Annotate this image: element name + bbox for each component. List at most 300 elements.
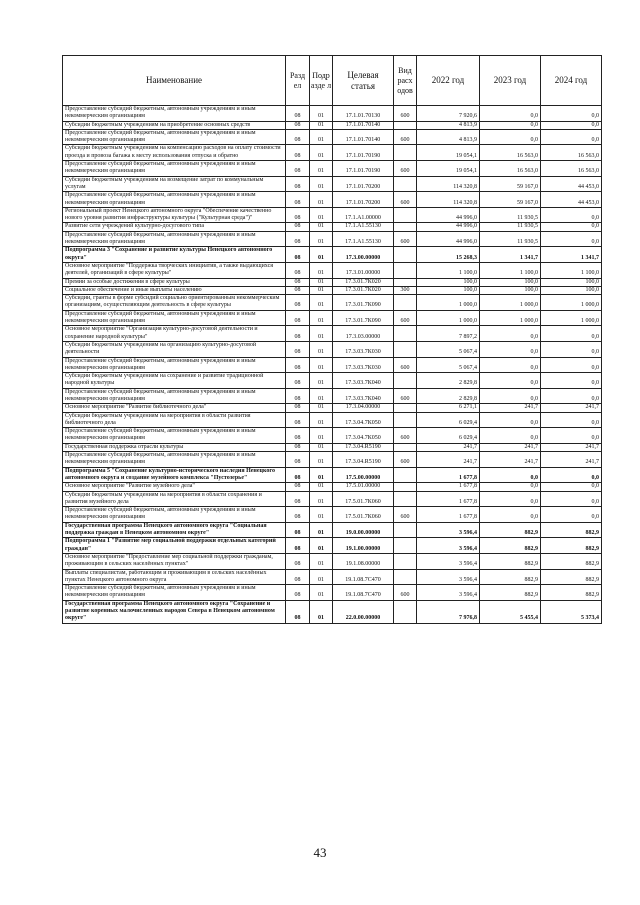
cell-target: 19.1.08.00000 — [333, 553, 394, 569]
cell-razdel: 08 — [286, 467, 310, 483]
cell-2023: 241,7 — [480, 452, 541, 468]
cell-name: Предоставление субсидий бюджетным, автономным учреждениям и иным некоммерческим организациям — [63, 106, 286, 122]
table-row — [63, 231, 602, 247]
table-row — [63, 161, 602, 177]
cell-2022: 2 829,8 — [417, 388, 480, 404]
table-body — [63, 106, 602, 624]
cell-vid — [394, 326, 417, 342]
cell-2023: 241,7 — [480, 404, 541, 412]
cell-2024: 0,0 — [541, 373, 602, 389]
cell-2023: 11 930,5 — [480, 231, 541, 247]
table-row — [63, 388, 602, 404]
cell-razdel: 08 — [286, 176, 310, 192]
cell-name: Основное мероприятие "Развитие музейного дела" — [63, 483, 286, 491]
cell-target: 17.3.04.R5190 — [333, 443, 394, 451]
header-2022: 2022 год — [417, 56, 480, 106]
cell-2024: 1 100,0 — [541, 262, 602, 278]
cell-target: 17.5.00.00000 — [333, 467, 394, 483]
cell-2023: 882,9 — [480, 538, 541, 554]
cell-podrazdel: 01 — [310, 106, 333, 122]
cell-2022: 100,0 — [417, 286, 480, 294]
budget-table — [62, 55, 602, 624]
cell-2022: 6 029,4 — [417, 412, 480, 428]
cell-vid — [394, 121, 417, 129]
cell-podrazdel: 01 — [310, 483, 333, 491]
cell-2023: 0,0 — [480, 373, 541, 389]
cell-name: Основное мероприятие "Предоставление мер социальной поддержки гражданам, проживающим в сельских населённых пунктах" — [63, 553, 286, 569]
cell-2024: 882,9 — [541, 522, 602, 538]
cell-2022: 7 920,6 — [417, 106, 480, 122]
cell-2023: 5 455,4 — [480, 600, 541, 623]
cell-name: Выплаты специалистам, работающим и проживающим в сельских населённых пунктах Ненецкого автономного округа — [63, 569, 286, 585]
cell-vid — [394, 262, 417, 278]
cell-razdel: 08 — [286, 161, 310, 177]
cell-2024: 0,0 — [541, 207, 602, 223]
cell-razdel: 08 — [286, 341, 310, 357]
cell-target: 17.3.00.00000 — [333, 247, 394, 263]
cell-podrazdel: 01 — [310, 507, 333, 523]
cell-razdel: 08 — [286, 286, 310, 294]
cell-vid — [394, 467, 417, 483]
table-row — [63, 106, 602, 122]
cell-razdel: 08 — [286, 585, 310, 601]
table-row — [63, 522, 602, 538]
cell-target: 17.1.01.70130 — [333, 106, 394, 122]
cell-podrazdel: 01 — [310, 295, 333, 311]
table-row — [63, 452, 602, 468]
cell-2022: 114 320,8 — [417, 192, 480, 208]
cell-podrazdel: 01 — [310, 341, 333, 357]
cell-2022: 1 677,8 — [417, 483, 480, 491]
cell-2022: 44 996,0 — [417, 223, 480, 231]
cell-2024: 1 000,0 — [541, 310, 602, 326]
cell-vid: 600 — [394, 428, 417, 444]
cell-vid — [394, 145, 417, 161]
cell-2024: 100,0 — [541, 278, 602, 286]
cell-podrazdel: 01 — [310, 388, 333, 404]
cell-podrazdel: 01 — [310, 452, 333, 468]
cell-vid: 600 — [394, 231, 417, 247]
table-row — [63, 412, 602, 428]
table-row — [63, 373, 602, 389]
cell-2022: 15 268,3 — [417, 247, 480, 263]
cell-vid: 600 — [394, 106, 417, 122]
cell-2023: 882,9 — [480, 585, 541, 601]
cell-2024: 882,9 — [541, 569, 602, 585]
header-target: Целевая статья — [333, 56, 394, 106]
cell-2022: 3 596,4 — [417, 522, 480, 538]
cell-podrazdel: 01 — [310, 357, 333, 373]
cell-2023: 0,0 — [480, 483, 541, 491]
cell-vid — [394, 538, 417, 554]
cell-2024: 5 373,4 — [541, 600, 602, 623]
cell-razdel: 08 — [286, 388, 310, 404]
cell-2024: 0,0 — [541, 467, 602, 483]
cell-vid: 600 — [394, 161, 417, 177]
cell-2024: 0,0 — [541, 326, 602, 342]
cell-razdel: 08 — [286, 452, 310, 468]
cell-vid — [394, 522, 417, 538]
cell-vid: 600 — [394, 357, 417, 373]
cell-2024: 241,7 — [541, 404, 602, 412]
cell-target: 19.1.08.7С470 — [333, 585, 394, 601]
cell-2022: 44 996,0 — [417, 231, 480, 247]
cell-razdel: 08 — [286, 145, 310, 161]
cell-vid — [394, 247, 417, 263]
table-row — [63, 295, 602, 311]
table-row — [63, 145, 602, 161]
table-row — [63, 129, 602, 145]
table-row — [63, 483, 602, 491]
cell-name: Основное мероприятие "Поддержка творческих инициатив, а также выдающихся деятелей, организаций в сфере культуры" — [63, 262, 286, 278]
cell-name: Предоставление субсидий бюджетным, автономным учреждениям и иным некоммерческим организациям — [63, 231, 286, 247]
cell-2024: 16 563,0 — [541, 161, 602, 177]
cell-name: Субсидии бюджетным учреждениям на сохранение и развитие традиционной народной культуры — [63, 373, 286, 389]
cell-name: Социальное обеспечение и иные выплаты населению — [63, 286, 286, 294]
cell-target: 19.0.00.00000 — [333, 522, 394, 538]
cell-vid: 600 — [394, 192, 417, 208]
table-row — [63, 443, 602, 451]
cell-target: 17.1.А1.55130 — [333, 231, 394, 247]
cell-podrazdel: 01 — [310, 553, 333, 569]
cell-name: Государственная программа Ненецкого автономного округа "Сохранение и развитие коренных малочисленных народов Севера в Ненецком автономном округе" — [63, 600, 286, 623]
cell-2022: 1 000,0 — [417, 310, 480, 326]
cell-podrazdel: 01 — [310, 326, 333, 342]
cell-2022: 241,7 — [417, 452, 480, 468]
cell-target: 19.1.08.7С470 — [333, 569, 394, 585]
cell-razdel: 08 — [286, 278, 310, 286]
cell-razdel: 08 — [286, 310, 310, 326]
cell-podrazdel: 01 — [310, 522, 333, 538]
cell-2022: 1 677,8 — [417, 507, 480, 523]
cell-razdel: 08 — [286, 491, 310, 507]
cell-vid: 600 — [394, 507, 417, 523]
cell-name: Субсидии бюджетным учреждениям на организацию культурно-досуговой деятельности — [63, 341, 286, 357]
cell-target: 17.1.01.70200 — [333, 176, 394, 192]
cell-2024: 882,9 — [541, 553, 602, 569]
cell-name: Предоставление субсидий бюджетным, автономным учреждениям и иным некоммерческим организациям — [63, 310, 286, 326]
cell-podrazdel: 01 — [310, 192, 333, 208]
cell-vid — [394, 295, 417, 311]
cell-name: Подпрограмма 1 "Развитие мер социальной поддержки отдельных категорий граждан" — [63, 538, 286, 554]
cell-podrazdel: 01 — [310, 428, 333, 444]
table-row — [63, 553, 602, 569]
cell-vid — [394, 443, 417, 451]
cell-target: 17.1.01.70140 — [333, 129, 394, 145]
cell-2023: 100,0 — [480, 278, 541, 286]
cell-vid — [394, 483, 417, 491]
cell-2023: 16 563,0 — [480, 145, 541, 161]
cell-2023: 0,0 — [480, 412, 541, 428]
cell-2023: 16 563,0 — [480, 161, 541, 177]
cell-podrazdel: 01 — [310, 121, 333, 129]
cell-name: Субсидии бюджетным учреждениям на приобретение основных средств — [63, 121, 286, 129]
cell-vid: 600 — [394, 310, 417, 326]
cell-2024: 0,0 — [541, 388, 602, 404]
cell-2022: 4 813,9 — [417, 121, 480, 129]
cell-target: 17.3.04.R5190 — [333, 452, 394, 468]
cell-2022: 3 596,4 — [417, 553, 480, 569]
cell-razdel: 08 — [286, 443, 310, 451]
cell-name: Субсидии бюджетным учреждениям на возмещение затрат по коммунальным услугам — [63, 176, 286, 192]
cell-name: Региональный проект Ненецкого автономного округа "Обеспечение качественно нового уровня развития инфраструктуры культуры ("Культурная среда")" — [63, 207, 286, 223]
cell-name: Предоставление субсидий бюджетным, автономным учреждениям и иным некоммерческим организациям — [63, 428, 286, 444]
cell-2023: 0,0 — [480, 326, 541, 342]
header-2024: 2024 год — [541, 56, 602, 106]
cell-2023: 0,0 — [480, 388, 541, 404]
cell-2022: 2 829,8 — [417, 373, 480, 389]
cell-2024: 1 341,7 — [541, 247, 602, 263]
cell-name: Подпрограмма 3 "Сохранение и развитие культуры Ненецкого автономного округа" — [63, 247, 286, 263]
cell-name: Предоставление субсидий бюджетным, автономным учреждениям и иным некоммерческим организациям — [63, 161, 286, 177]
cell-podrazdel: 01 — [310, 286, 333, 294]
cell-name: Подпрограмма 5 "Сохранение культурно-исторического наследия Ненецкого автономного округа и создание музейного комплекса "Пустозерье" — [63, 467, 286, 483]
cell-podrazdel: 01 — [310, 310, 333, 326]
table-row — [63, 207, 602, 223]
cell-2023: 882,9 — [480, 553, 541, 569]
cell-2024: 100,0 — [541, 286, 602, 294]
cell-razdel: 08 — [286, 522, 310, 538]
cell-podrazdel: 01 — [310, 585, 333, 601]
cell-vid — [394, 341, 417, 357]
cell-2024: 241,7 — [541, 452, 602, 468]
table-row — [63, 176, 602, 192]
cell-2023: 1 100,0 — [480, 262, 541, 278]
cell-2023: 0,0 — [480, 121, 541, 129]
header-razdel: Разд ел — [286, 56, 310, 106]
table-row — [63, 192, 602, 208]
cell-podrazdel: 01 — [310, 569, 333, 585]
cell-target: 17.1.А1.00000 — [333, 207, 394, 223]
cell-target: 17.5.01.7К060 — [333, 491, 394, 507]
table-row — [63, 491, 602, 507]
cell-podrazdel: 01 — [310, 467, 333, 483]
table-row — [63, 341, 602, 357]
cell-2023: 0,0 — [480, 491, 541, 507]
header-name: Наименование — [63, 56, 286, 106]
cell-2022: 6 271,1 — [417, 404, 480, 412]
cell-2023: 0,0 — [480, 106, 541, 122]
cell-2022: 5 067,4 — [417, 357, 480, 373]
cell-name: Предоставление субсидий бюджетным, автономным учреждениям и иным некоммерческим организациям — [63, 452, 286, 468]
cell-2024: 0,0 — [541, 223, 602, 231]
cell-2023: 1 000,0 — [480, 310, 541, 326]
cell-razdel: 08 — [286, 538, 310, 554]
cell-vid — [394, 404, 417, 412]
cell-2023: 11 930,5 — [480, 207, 541, 223]
cell-name: Государственная программа Ненецкого автономного округа "Социальная поддержка граждан в Ненецком автономном округе" — [63, 522, 286, 538]
cell-podrazdel: 01 — [310, 491, 333, 507]
cell-razdel: 08 — [286, 207, 310, 223]
cell-name: Субсидии бюджетным учреждениям на компенсацию расходов на оплату стоимости проезда и провоза багажа к месту использования отпуска и обратно — [63, 145, 286, 161]
cell-vid — [394, 373, 417, 389]
cell-razdel: 08 — [286, 357, 310, 373]
table-row — [63, 404, 602, 412]
cell-2024: 0,0 — [541, 483, 602, 491]
cell-2023: 0,0 — [480, 357, 541, 373]
header-2023: 2023 год — [480, 56, 541, 106]
cell-name: Премии за особые достижения в сфере культуры — [63, 278, 286, 286]
cell-2024: 0,0 — [541, 121, 602, 129]
cell-2024: 0,0 — [541, 231, 602, 247]
cell-2024: 0,0 — [541, 341, 602, 357]
cell-2023: 59 167,0 — [480, 176, 541, 192]
cell-2022: 3 596,4 — [417, 538, 480, 554]
cell-podrazdel: 01 — [310, 207, 333, 223]
cell-vid — [394, 412, 417, 428]
cell-vid — [394, 553, 417, 569]
cell-vid — [394, 223, 417, 231]
cell-target: 17.3.03.7К040 — [333, 388, 394, 404]
cell-name: Предоставление субсидий бюджетным, автономным учреждениям и иным некоммерческим организациям — [63, 129, 286, 145]
cell-razdel: 08 — [286, 404, 310, 412]
cell-target: 19.1.00.00000 — [333, 538, 394, 554]
table-row — [63, 538, 602, 554]
cell-2022: 1 677,8 — [417, 467, 480, 483]
cell-name: Предоставление субсидий бюджетным, автономным учреждениям и иным некоммерческим организациям — [63, 388, 286, 404]
cell-2024: 44 453,0 — [541, 176, 602, 192]
cell-name: Предоставление субсидий бюджетным, автономным учреждениям и иным некоммерческим организациям — [63, 585, 286, 601]
cell-podrazdel: 01 — [310, 161, 333, 177]
cell-name: Развитие сети учреждений культурно-досугового типа — [63, 223, 286, 231]
cell-podrazdel: 01 — [310, 247, 333, 263]
cell-razdel: 08 — [286, 569, 310, 585]
cell-podrazdel: 01 — [310, 262, 333, 278]
table-row — [63, 121, 602, 129]
cell-razdel: 08 — [286, 106, 310, 122]
cell-podrazdel: 01 — [310, 373, 333, 389]
cell-target: 17.3.03.7К030 — [333, 357, 394, 373]
table-row — [63, 286, 602, 294]
cell-target: 17.1.01.70190 — [333, 161, 394, 177]
cell-2022: 1 677,8 — [417, 491, 480, 507]
cell-2023: 0,0 — [480, 129, 541, 145]
cell-target: 17.1.А1.55130 — [333, 223, 394, 231]
cell-podrazdel: 01 — [310, 412, 333, 428]
cell-2023: 0,0 — [480, 507, 541, 523]
cell-vid: 600 — [394, 452, 417, 468]
cell-name: Субсидии бюджетным учреждениям на мероприятия в области развития библиотечного дела — [63, 412, 286, 428]
cell-razdel: 08 — [286, 553, 310, 569]
cell-vid — [394, 600, 417, 623]
header-podrazdel: Подр азде л — [310, 56, 333, 106]
cell-2024: 1 000,0 — [541, 295, 602, 311]
cell-target: 17.3.01.7К020 — [333, 278, 394, 286]
table-row — [63, 569, 602, 585]
table-header-row — [63, 56, 602, 106]
cell-vid — [394, 569, 417, 585]
cell-2022: 4 813,9 — [417, 129, 480, 145]
cell-2023: 0,0 — [480, 467, 541, 483]
cell-name: Предоставление субсидий бюджетным, автономным учреждениям и иным некоммерческим организациям — [63, 357, 286, 373]
table-row — [63, 278, 602, 286]
cell-razdel: 08 — [286, 262, 310, 278]
cell-2024: 44 453,0 — [541, 192, 602, 208]
cell-target: 17.1.01.70140 — [333, 121, 394, 129]
cell-podrazdel: 01 — [310, 145, 333, 161]
cell-2022: 1 000,0 — [417, 295, 480, 311]
cell-podrazdel: 01 — [310, 404, 333, 412]
cell-target: 17.3.04.7К050 — [333, 428, 394, 444]
cell-target: 17.3.01.7К090 — [333, 295, 394, 311]
cell-2022: 1 100,0 — [417, 262, 480, 278]
cell-name: Предоставление субсидий бюджетным, автономным учреждениям и иным некоммерческим организациям — [63, 507, 286, 523]
cell-podrazdel: 01 — [310, 176, 333, 192]
cell-2022: 19 054,1 — [417, 161, 480, 177]
cell-2022: 114 320,8 — [417, 176, 480, 192]
cell-2024: 0,0 — [541, 129, 602, 145]
page-number: 43 — [313, 845, 327, 860]
cell-2022: 3 596,4 — [417, 569, 480, 585]
cell-2023: 59 167,0 — [480, 192, 541, 208]
cell-razdel: 08 — [286, 192, 310, 208]
cell-name: Субсидии, гранты в форме субсидий социально ориентированным некоммерческим организациям, осуществляющим деятельность в сфере культуры — [63, 295, 286, 311]
cell-target: 17.3.04.7К050 — [333, 412, 394, 428]
cell-target: 17.3.03.7К040 — [333, 373, 394, 389]
cell-name: Основное мероприятие "Развитие библиотечного дела" — [63, 404, 286, 412]
cell-2023: 882,9 — [480, 522, 541, 538]
cell-razdel: 08 — [286, 247, 310, 263]
cell-2023: 1 341,7 — [480, 247, 541, 263]
cell-2022: 44 996,0 — [417, 207, 480, 223]
cell-vid — [394, 176, 417, 192]
cell-vid — [394, 278, 417, 286]
cell-target: 17.3.01.00000 — [333, 262, 394, 278]
cell-2024: 241,7 — [541, 443, 602, 451]
cell-podrazdel: 01 — [310, 231, 333, 247]
cell-target: 22.0.00.00000 — [333, 600, 394, 623]
table-row — [63, 262, 602, 278]
cell-2024: 0,0 — [541, 106, 602, 122]
cell-razdel: 08 — [286, 373, 310, 389]
table-row — [63, 326, 602, 342]
cell-target: 17.3.01.7К090 — [333, 310, 394, 326]
cell-razdel: 08 — [286, 223, 310, 231]
header-vid: Вид расх одов — [394, 56, 417, 106]
table-row — [63, 600, 602, 623]
cell-name: Субсидии бюджетным учреждениям на мероприятия в области сохранения и развития музейного дела — [63, 491, 286, 507]
table-row — [63, 357, 602, 373]
cell-podrazdel: 01 — [310, 443, 333, 451]
table-row — [63, 585, 602, 601]
cell-razdel: 08 — [286, 428, 310, 444]
cell-podrazdel: 01 — [310, 538, 333, 554]
cell-2022: 7 897,2 — [417, 326, 480, 342]
cell-target: 17.3.03.7К030 — [333, 341, 394, 357]
cell-2023: 0,0 — [480, 428, 541, 444]
cell-2024: 882,9 — [541, 538, 602, 554]
table-row — [63, 310, 602, 326]
cell-vid — [394, 491, 417, 507]
cell-2024: 0,0 — [541, 428, 602, 444]
cell-target: 17.5.01.00000 — [333, 483, 394, 491]
cell-razdel: 08 — [286, 129, 310, 145]
cell-2024: 882,9 — [541, 585, 602, 601]
cell-razdel: 08 — [286, 326, 310, 342]
cell-2023: 1 000,0 — [480, 295, 541, 311]
table-row — [63, 223, 602, 231]
cell-2023: 0,0 — [480, 341, 541, 357]
table-row — [63, 467, 602, 483]
cell-razdel: 08 — [286, 121, 310, 129]
table-row — [63, 428, 602, 444]
cell-2022: 7 976,8 — [417, 600, 480, 623]
cell-2022: 241,7 — [417, 443, 480, 451]
cell-vid: 600 — [394, 585, 417, 601]
cell-target: 17.5.01.7К060 — [333, 507, 394, 523]
cell-2024: 0,0 — [541, 357, 602, 373]
cell-name: Основное мероприятие "Организация культурно-досуговой деятельности и сохранение народной культуры" — [63, 326, 286, 342]
